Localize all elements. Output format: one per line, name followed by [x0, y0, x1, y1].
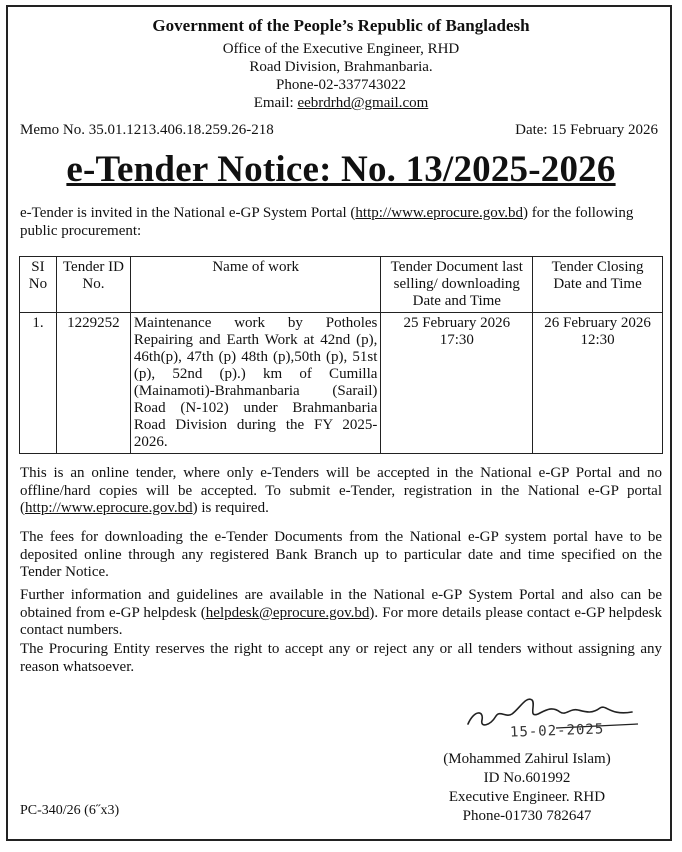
online-tender-paragraph	[20, 465, 662, 518]
signatory-phone: Phone-01730 782647	[462, 808, 592, 824]
fees-paragraph: The fees for downloading the e-Tender Documents from the National e-GP system portal have to be deposited online through any registered Bank Branch up to particular date and time specified on the Tender Notice.	[20, 529, 662, 581]
intro-pre: e-Tender is invited in the National e-GP System Portal (	[20, 205, 356, 221]
intro-post: ) for the following public procurement:	[20, 205, 634, 239]
doc-date: 25 February 2026	[403, 315, 511, 331]
email-label: Email:	[253, 95, 298, 111]
memo-number: Memo No. 35.01.1213.406.18.259.26-218	[20, 122, 274, 138]
office-name: Office of the Executive Engineer, RHD	[222, 41, 460, 57]
signatory-name: (Mohammed Zahirul Islam)	[443, 751, 611, 767]
cell-tender-id: 1229252	[56, 313, 130, 454]
helpdesk-email-link[interactable]: helpdesk@eprocure.gov.bd	[205, 604, 370, 621]
table-row	[20, 313, 663, 454]
signatory-designation: Executive Engineer. RHD	[448, 789, 606, 805]
cell-document-date	[381, 313, 533, 454]
para3-pre: Further information and guidelines are available in the National e-GP System Portal and also can be obtained from e-GP helpdesk (	[20, 587, 662, 621]
office-email	[0, 94, 682, 112]
government-title: Government of the People’s Republic of Bangladesh	[152, 16, 530, 35]
guidelines-paragraph	[20, 587, 662, 640]
para3-post: ). For more details please contact e-GP helpdesk contact numbers.	[20, 604, 662, 639]
header-document-date: Tender Document last selling/ downloading Date and Time	[381, 257, 533, 313]
header-closing-date: Tender Closing Date and Time	[533, 257, 663, 313]
office-phone: Phone-02-337743022	[276, 77, 406, 93]
tender-table	[19, 256, 663, 454]
close-time: 12:30	[580, 332, 615, 348]
header-sl: SI No	[20, 257, 57, 313]
doc-time: 17:30	[439, 332, 474, 348]
cell-name-of-work: Maintenance work by Potholes Repairing and Earth Work at 42nd (p), 46th(p), 47th (p) 48th (p),50th (p), 51st (p), 52nd (p).) km of Cumilla (Mainamoti)-Brahmanbaria (Sarail) Road (N-102) under Brahmanbaria Road Division during the FY 2025-2026.	[130, 313, 381, 454]
reservation-paragraph: The Procuring Entity reserves the right to accept any or reject any or all tenders without assigning any reason whatsoever.	[20, 641, 662, 675]
intro-text	[20, 204, 662, 240]
division-name: Road Division, Brahmanbaria.	[249, 59, 433, 75]
signatory-id: ID No.601992	[483, 770, 571, 786]
pc-code: PC-340/26 (6˝x3)	[20, 803, 120, 818]
notice-title: e-Tender Notice: No. 13/2025-2026	[66, 149, 616, 190]
para1-pre: This is an online tender, where only e-Tenders will be accepted in the National e-GP Portal and no offline/hard copies will be accepted. To submit e-Tender, registration in the National e-GP portal (	[20, 465, 662, 517]
close-date: 26 February 2026	[544, 315, 651, 331]
eprocure-link[interactable]: http://www.eprocure.gov.bd	[355, 205, 524, 221]
notice-date: Date: 15 February 2026	[515, 122, 658, 138]
signature-date: 15-02-2025	[509, 721, 605, 741]
header-tender-id: Tender ID No.	[56, 257, 130, 313]
cell-sl: 1.	[20, 313, 57, 454]
eprocure-link-2[interactable]: http://www.eprocure.gov.bd	[25, 500, 193, 517]
cell-closing-date	[533, 313, 663, 454]
para1-post: ) is required.	[192, 500, 269, 517]
table-header-row	[20, 257, 663, 313]
email-link[interactable]: eebrdrhd@gmail.com	[297, 95, 429, 111]
header-name-of-work: Name of work	[130, 257, 381, 313]
